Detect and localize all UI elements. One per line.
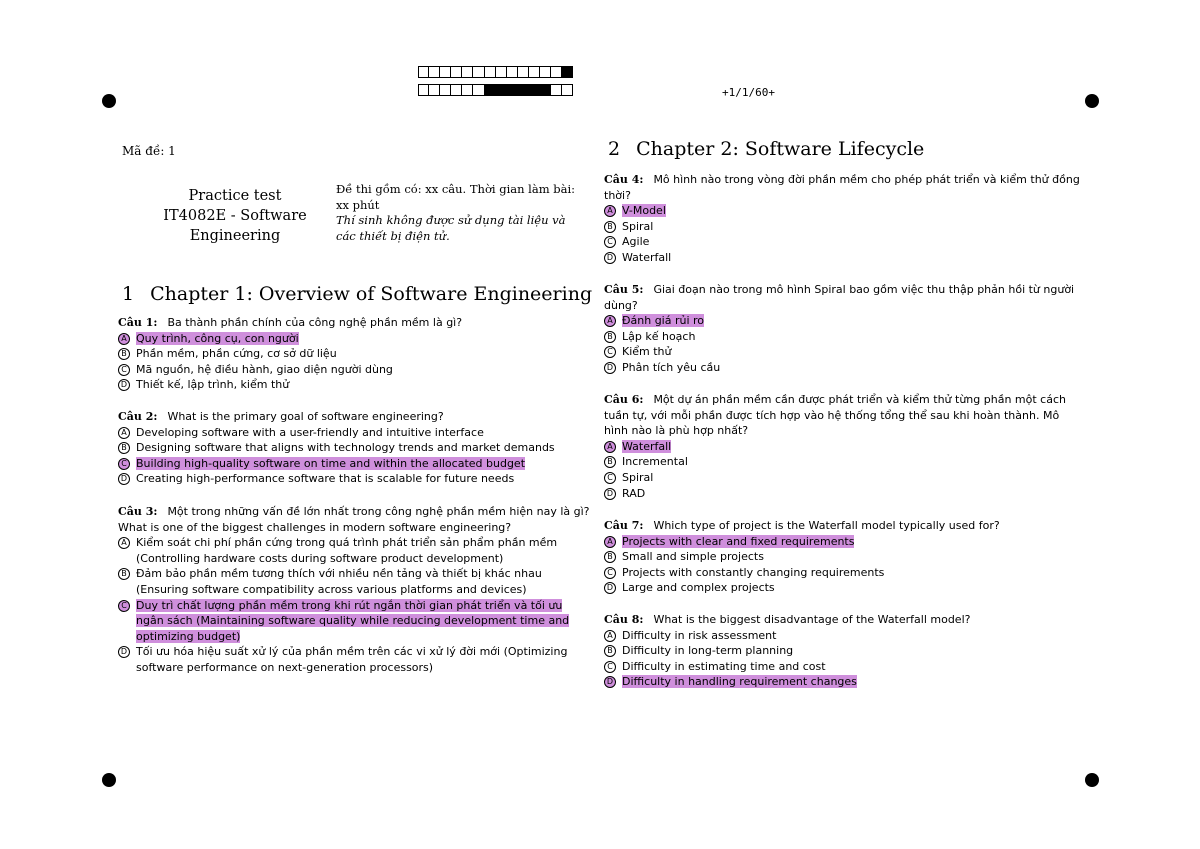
answer-option-c[interactable] xyxy=(604,234,1086,250)
code-row-1-cell xyxy=(562,66,573,78)
question-stem xyxy=(118,504,593,535)
option-bubble-icon[interactable]: B xyxy=(118,442,130,454)
option-bubble-icon[interactable]: C xyxy=(604,567,616,579)
option-bubble-icon[interactable]: A xyxy=(604,315,616,327)
code-row-1-cell xyxy=(451,66,462,78)
answer-option-d[interactable] xyxy=(604,674,1086,690)
question-3 xyxy=(118,504,593,676)
option-text: V-Model xyxy=(622,204,666,218)
code-row-1-cell xyxy=(440,66,451,78)
answer-option-a[interactable] xyxy=(604,439,1086,455)
option-bubble-icon[interactable]: A xyxy=(604,536,616,548)
question-text: What is the biggest disadvantage of the Waterfall model? xyxy=(653,613,971,626)
option-bubble-icon[interactable]: D xyxy=(604,362,616,374)
registration-mark-bottom-left xyxy=(102,773,116,787)
option-text: Kiểm thử xyxy=(622,345,672,359)
option-bubble-icon[interactable]: C xyxy=(118,364,130,376)
code-row-2-cell xyxy=(429,84,440,96)
option-bubble-icon[interactable]: B xyxy=(604,645,616,657)
answer-option-d[interactable] xyxy=(604,580,1086,596)
option-bubble-icon[interactable]: B xyxy=(604,551,616,563)
question-stem xyxy=(604,392,1086,439)
question-8 xyxy=(604,612,1086,690)
answer-option-c[interactable] xyxy=(118,456,593,472)
registration-mark-top-right xyxy=(1085,94,1099,108)
option-bubble-icon[interactable]: A xyxy=(118,537,130,549)
code-row-2-cell xyxy=(562,84,573,96)
code-box-row-1 xyxy=(418,66,573,78)
code-row-1-cell xyxy=(418,66,429,78)
option-text: Developing software with a user-friendly and intuitive interface xyxy=(136,425,484,439)
question-text: Ba thành phần chính của công nghệ phần mềm là gì? xyxy=(167,316,463,329)
section-title: Chapter 1: Overview of Software Engineering xyxy=(150,283,593,305)
option-text: Difficulty in long-term planning xyxy=(622,644,794,658)
option-bubble-icon[interactable]: D xyxy=(118,646,130,658)
option-bubble-icon[interactable]: C xyxy=(118,600,130,612)
option-text: Tối ưu hóa hiệu suất xử lý của phần mềm trên các vi xử lý đời mới (Optimizing software performance on next-generation processors) xyxy=(136,645,568,674)
code-row-1-cell xyxy=(462,66,473,78)
answer-option-d[interactable] xyxy=(118,644,593,675)
option-text: Mã nguồn, hệ điều hành, giao diện người dùng xyxy=(136,362,393,376)
question-label: Câu 7: xyxy=(604,519,644,532)
option-text: Small and simple projects xyxy=(622,550,764,564)
question-label: Câu 6: xyxy=(604,393,644,406)
option-text: Duy trì chất lượng phần mềm trong khi rút ngắn thời gian phát triển và tối ưu ngân sách (Maintaining software quality while reducing development time and optimizing budget) xyxy=(136,598,570,643)
option-bubble-icon[interactable]: C xyxy=(604,346,616,358)
code-row-1-cell xyxy=(540,66,551,78)
option-bubble-icon[interactable]: A xyxy=(604,630,616,642)
answer-option-d[interactable] xyxy=(118,471,593,487)
question-text: Một dự án phần mềm cần được phát triển và kiểm thử từng phần một cách tuần tự, với mỗi phần được tích hợp vào hệ thống tổng thể sau khi hoàn thành. Mô hình nào là phù hợp nhất? xyxy=(604,393,1066,438)
question-stem xyxy=(604,172,1086,203)
code-row-2-cell xyxy=(440,84,451,96)
code-row-1-cell xyxy=(429,66,440,78)
option-bubble-icon[interactable]: C xyxy=(118,458,130,470)
code-row-1-cell xyxy=(529,66,540,78)
question-stem xyxy=(118,409,593,425)
answer-option-b[interactable] xyxy=(604,643,1086,659)
section-title: Chapter 2: Software Lifecycle xyxy=(636,138,925,160)
question-1 xyxy=(118,315,593,393)
answer-option-a[interactable] xyxy=(604,313,1086,329)
question-text: Giai đoạn nào trong mô hình Spiral bao gồm việc thu thập phản hồi từ người dùng? xyxy=(604,283,1075,312)
answer-option-d[interactable] xyxy=(604,250,1086,266)
question-6 xyxy=(604,392,1086,501)
answer-option-c[interactable] xyxy=(118,362,593,378)
question-stem xyxy=(118,315,593,331)
answer-option-a[interactable] xyxy=(604,628,1086,644)
answer-option-c[interactable] xyxy=(604,470,1086,486)
question-2 xyxy=(118,409,593,487)
question-label: Câu 3: xyxy=(118,505,158,518)
title-line-1: Practice test xyxy=(188,188,282,204)
code-row-1-cell xyxy=(496,66,507,78)
question-label: Câu 4: xyxy=(604,173,644,186)
question-stem xyxy=(604,612,1086,628)
question-4 xyxy=(604,172,1086,266)
option-text: Creating high-performance software that is scalable for future needs xyxy=(136,472,515,486)
question-label: Câu 8: xyxy=(604,613,644,626)
question-label: Câu 2: xyxy=(118,410,158,423)
answer-option-a[interactable] xyxy=(118,535,593,566)
answer-option-b[interactable] xyxy=(604,329,1086,345)
code-row-2-cell xyxy=(418,84,429,96)
title-line-3: Engineering xyxy=(189,228,281,244)
question-label: Câu 1: xyxy=(118,316,158,329)
registration-mark-top-left xyxy=(102,94,116,108)
code-row-1-cell xyxy=(507,66,518,78)
option-text: Lập kế hoạch xyxy=(622,329,696,343)
code-row-2-cell xyxy=(462,84,473,96)
answer-option-c[interactable] xyxy=(604,659,1086,675)
question-text: Which type of project is the Waterfall model typically used for? xyxy=(653,519,1000,532)
code-row-1-cell xyxy=(551,66,562,78)
question-text: What is the primary goal of software engineering? xyxy=(167,410,444,423)
answer-option-d[interactable] xyxy=(604,486,1086,502)
code-row-2-cell xyxy=(551,84,562,96)
option-bubble-icon[interactable]: C xyxy=(604,661,616,673)
option-bubble-icon[interactable]: C xyxy=(604,236,616,248)
code-row-2-cell xyxy=(529,84,540,96)
option-text: Incremental xyxy=(622,455,688,469)
question-text: Mô hình nào trong vòng đời phần mềm cho phép phát triển và kiểm thử đồng thời? xyxy=(604,173,1080,202)
code-row-2-cell xyxy=(451,84,462,96)
answer-option-a[interactable] xyxy=(604,534,1086,550)
answer-option-b[interactable] xyxy=(604,219,1086,235)
answer-option-d[interactable] xyxy=(604,360,1086,376)
code-row-2-cell xyxy=(540,84,551,96)
question-5 xyxy=(604,282,1086,376)
option-text: Agile xyxy=(622,235,650,249)
exam-title xyxy=(150,186,320,246)
option-text: Đảm bảo phần mềm tương thích với nhiều nền tảng và thiết bị khác nhau (Ensuring software compatibility across various platforms and devices) xyxy=(136,567,542,596)
option-text: RAD xyxy=(622,486,646,500)
option-text: Projects with clear and fixed requirements xyxy=(622,534,855,548)
option-bubble-icon[interactable]: D xyxy=(604,582,616,594)
option-bubble-icon[interactable]: B xyxy=(604,456,616,468)
code-row-2-cell xyxy=(518,84,529,96)
code-row-2-cell xyxy=(507,84,518,96)
code-box-row-2 xyxy=(418,84,573,96)
option-bubble-icon[interactable]: A xyxy=(118,427,130,439)
answer-option-c[interactable] xyxy=(604,565,1086,581)
question-text: Một trong những vấn đề lớn nhất trong công nghệ phần mềm hiện nay là gì? What is one of the biggest challenges in modern software engineering? xyxy=(118,505,590,534)
question-stem xyxy=(604,518,1086,534)
option-text: Building high-quality software on time and within the allocated budget xyxy=(136,456,526,470)
option-text: Projects with constantly changing requirements xyxy=(622,565,885,579)
option-text: Thiết kế, lập trình, kiểm thử xyxy=(136,378,290,392)
code-row-2-cell xyxy=(485,84,496,96)
question-stem xyxy=(604,282,1086,313)
option-bubble-icon[interactable]: B xyxy=(118,568,130,580)
exam-code: Mã đề: 1 xyxy=(122,144,176,158)
option-text: Spiral xyxy=(622,219,654,233)
option-bubble-icon[interactable]: D xyxy=(604,252,616,264)
option-text: Difficulty in handling requirement changes xyxy=(622,675,857,689)
section-1-heading xyxy=(122,283,592,305)
answer-option-c[interactable] xyxy=(118,598,593,645)
section-number: 1 xyxy=(122,283,135,305)
option-bubble-icon[interactable]: B xyxy=(604,331,616,343)
option-text: Waterfall xyxy=(622,250,672,264)
option-bubble-icon[interactable]: B xyxy=(118,348,130,360)
question-label: Câu 5: xyxy=(604,283,644,296)
option-text: Waterfall xyxy=(622,439,672,453)
code-row-1-cell xyxy=(518,66,529,78)
option-text: Large and complex projects xyxy=(622,581,775,595)
option-bubble-icon[interactable]: A xyxy=(118,333,130,345)
title-line-2: IT4082E - Software xyxy=(163,208,307,224)
answer-option-b[interactable] xyxy=(118,566,593,597)
option-text: Difficulty in estimating time and cost xyxy=(622,659,826,673)
code-row-1-cell xyxy=(485,66,496,78)
option-bubble-icon[interactable]: A xyxy=(604,441,616,453)
answer-option-a[interactable] xyxy=(604,203,1086,219)
section-number: 2 xyxy=(608,138,621,160)
exam-instructions xyxy=(336,182,581,244)
option-text: Spiral xyxy=(622,470,654,484)
code-row-1-cell xyxy=(473,66,484,78)
option-bubble-icon[interactable]: D xyxy=(604,676,616,688)
answer-option-b[interactable] xyxy=(604,549,1086,565)
option-bubble-icon[interactable]: C xyxy=(604,472,616,484)
option-text: Đánh giá rủi ro xyxy=(622,314,705,328)
answer-option-b[interactable] xyxy=(118,346,593,362)
question-7 xyxy=(604,518,1086,596)
option-bubble-icon[interactable]: D xyxy=(118,473,130,485)
instructions-line-1: Đề thi gồm có: xx câu. Thời gian làm bài: xx phút xyxy=(336,182,576,212)
answer-option-c[interactable] xyxy=(604,344,1086,360)
section-2-heading xyxy=(608,138,924,160)
answer-option-a[interactable] xyxy=(118,425,593,441)
answer-option-b[interactable] xyxy=(604,454,1086,470)
option-bubble-icon[interactable]: D xyxy=(604,488,616,500)
page-id: +1/1/60+ xyxy=(722,86,775,99)
option-text: Phân tích yêu cầu xyxy=(622,360,721,374)
option-text: Difficulty in risk assessment xyxy=(622,628,777,642)
answer-option-b[interactable] xyxy=(118,440,593,456)
option-text: Designing software that aligns with technology trends and market demands xyxy=(136,441,555,455)
option-bubble-icon[interactable]: A xyxy=(604,205,616,217)
option-text: Phần mềm, phần cứng, cơ sở dữ liệu xyxy=(136,347,337,361)
option-bubble-icon[interactable]: B xyxy=(604,221,616,233)
registration-mark-bottom-right xyxy=(1085,773,1099,787)
answer-option-a[interactable] xyxy=(118,331,593,347)
instructions-line-2: Thí sinh không được sử dụng tài liệu và các thiết bị điện tử. xyxy=(336,213,566,243)
code-row-2-cell xyxy=(473,84,484,96)
code-row-2-cell xyxy=(496,84,507,96)
option-text: Quy trình, công cụ, con người xyxy=(136,331,299,345)
option-bubble-icon[interactable]: D xyxy=(118,379,130,391)
option-text: Kiểm soát chi phí phần cứng trong quá trình phát triển sản phẩm phần mềm (Controlling hardware costs during software product development) xyxy=(136,536,558,565)
answer-option-d[interactable] xyxy=(118,377,593,393)
